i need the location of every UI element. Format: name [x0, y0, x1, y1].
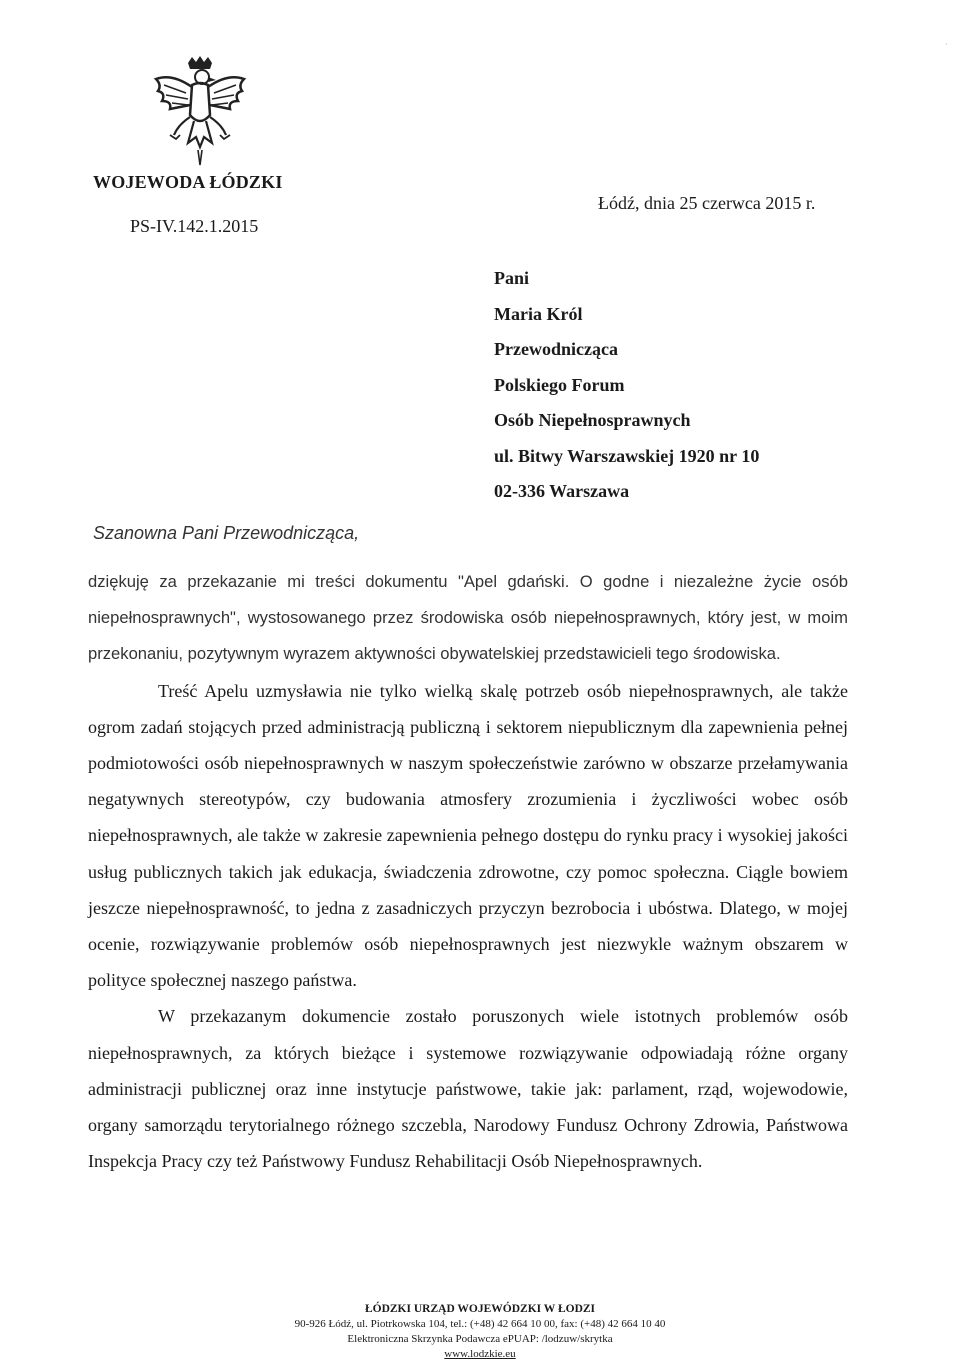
footer-website-link[interactable]: www.lodzkie.eu: [444, 1348, 516, 1360]
margin-mark: ·: [945, 40, 948, 49]
footer-epuap: Elektroniczna Skrzynka Podawcza ePUAP: /lodzuw/skrytka: [347, 1333, 613, 1345]
salutation: Szanowna Pani Przewodnicząca,: [93, 523, 360, 543]
letter-date: Łódź, dnia 25 czerwca 2015 r.: [598, 193, 816, 213]
letter-body: [88, 564, 848, 1179]
white-eagle-emblem-icon: [150, 55, 250, 170]
paragraph: W przekazanym dokumencie zostało poruszonych wiele istotnych problemów osób niepełnosprawnych, za których bieżące i systemowe rozwiązywanie odpowiadają różne organy administracji publicznej oraz inne instytucje państwowe, takie jak: parlament, rząd, wojewodowie, organy samorządu terytorialnego różnego szczebla, Narodowy Fundusz Ochrony Zdrowia, Państwowa Inspekcja Pracy czy też Państwowy Fundusz Rehabilitacji Osób Niepełnosprawnych.: [88, 1006, 848, 1172]
addressee-line: 02-336 Warszawa: [494, 481, 630, 501]
addressee-line: Maria Król: [494, 303, 583, 324]
addressee-line: Osób Niepełnosprawnych: [494, 410, 691, 430]
addressee-block: [494, 261, 759, 510]
issuer-title: WOJEWODA ŁÓDZKI: [93, 172, 283, 192]
footer-organization: ŁÓDZKI URZĄD WOJEWÓDZKI W ŁODZI: [364, 1303, 596, 1315]
addressee-line: Przewodnicząca: [494, 339, 618, 359]
paragraph: Treść Apelu uzmysławia nie tylko wielką skalę potrzeb osób niepełnosprawnych, ale także ogrom zadań stojących przed administracją publiczną i sektorem niepublicznym dla zapewnienia pełnej podmiotowości osób niepełnosprawnych w naszym społeczeństwie zarówno w obszarze przełamywania negatywnych stereotypów, czy budowania atmosfery zrozumienia i życzliwości wobec osób niepełnosprawnych, ale także w zakresie zapewnienia pełnego dostępu do rynku pracy i wysokiej jakości usług publicznych takich jak edukacja, świadczenia zdrowotne, czy pomoc społeczna. Ciągle bowiem jeszcze niepełnosprawność, to jedna z zasadniczych przyczyn bezrobocia i ubóstwa. Dlatego, w mojej ocenie, rozwiązywanie problemów osób niepełnosprawnych jest niezwykle ważnym obszarem w polityce społecznej naszego państwa.: [88, 680, 848, 991]
addressee-line: ul. Bitwy Warszawskiej 1920 nr 10: [494, 445, 760, 466]
addressee-line: Polskiego Forum: [494, 374, 625, 395]
letterhead-footer: [230, 1302, 730, 1362]
reference-number: PS-IV.142.1.2015: [130, 216, 259, 236]
footer-address: 90-926 Łódź, ul. Piotrkowska 104, tel.: (+48) 42 664 10 00, fax: (+48) 42 664 10 40: [294, 1318, 666, 1330]
addressee-line: Pani: [494, 268, 530, 288]
paragraph: dziękuję za przekazanie mi treści dokumentu "Apel gdański. O godne i niezależne życie osób niepełnosprawnych", wystosowanego przez środowiska osób niepełnosprawnych, który jest, w moim przekonaniu, pozytywnym wyrazem aktywności obywatelskiej przedstawicieli tego środowiska.: [88, 572, 848, 664]
